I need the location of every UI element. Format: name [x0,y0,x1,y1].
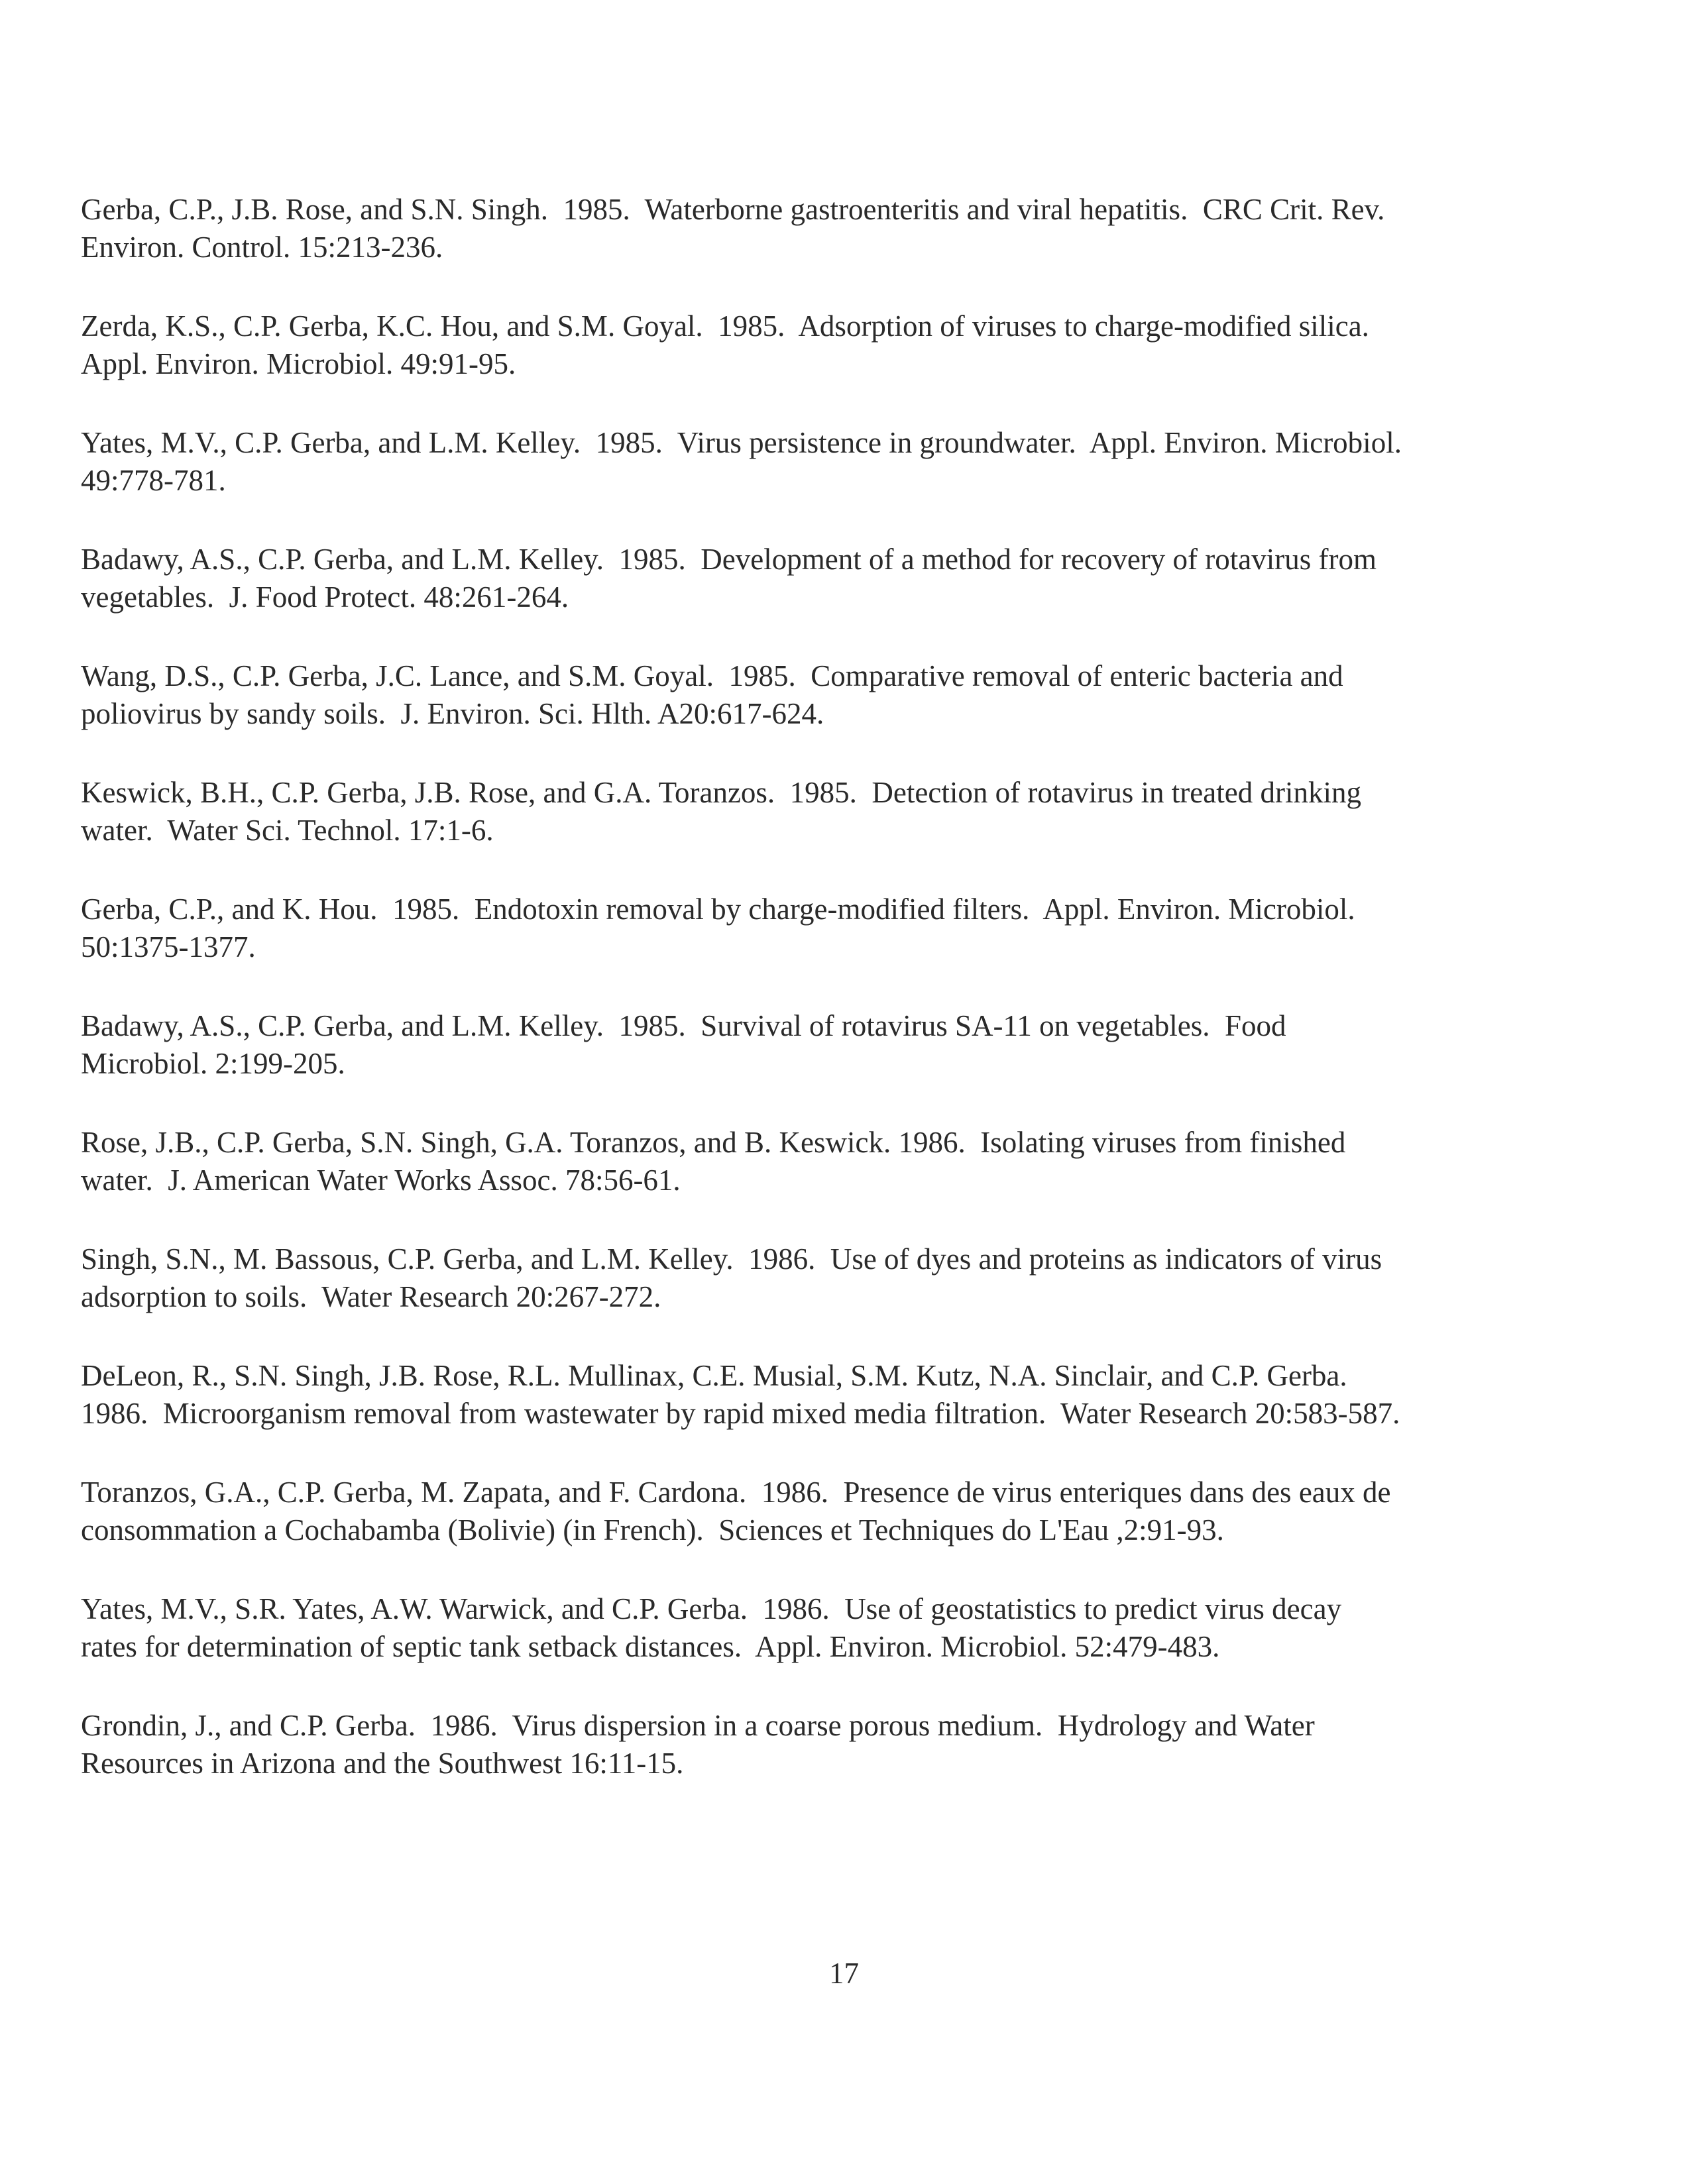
reference-line-2: rates for determination of septic tank setback distances. Appl. Environ. Microbiol. 52:479-483. [81,1630,1220,1663]
reference-line-2: adsorption to soils. Water Research 20:267-272. [81,1280,661,1313]
reference-line-1: Yates, M.V., S.R. Yates, A.W. Warwick, and C.P. Gerba. 1986. Use of geostatistics to predict virus decay [81,1592,1342,1625]
reference-line-1: Gerba, C.P., J.B. Rose, and S.N. Singh. 1985. Waterborne gastroenteritis and viral hepatitis. CRC Crit. Rev. [81,193,1385,226]
reference-entry [81,1124,1579,1199]
reference-entry [81,657,1579,733]
reference-line-2: consommation a Cochabamba (Bolivie) (in French). Sciences et Techniques do L'Eau ,2:91-93. [81,1513,1224,1547]
reference-line-2: water. J. American Water Works Assoc. 78:56-61. [81,1164,681,1197]
reference-line-1: Grondin, J., and C.P. Gerba. 1986. Virus dispersion in a coarse porous medium. Hydrology and Water [81,1709,1315,1742]
reference-line-2: Environ. Control. 15:213-236. [81,231,443,264]
reference-entry [81,424,1579,500]
reference-entry [81,191,1579,266]
reference-line-1: Keswick, B.H., C.P. Gerba, J.B. Rose, and G.A. Toranzos. 1985. Detection of rotavirus in treated drinking [81,776,1361,809]
reference-line-1: Toranzos, G.A., C.P. Gerba, M. Zapata, and F. Cardona. 1986. Presence de virus enteriques dans des eaux de [81,1476,1391,1509]
reference-entry [81,307,1579,383]
reference-line-1: Zerda, K.S., C.P. Gerba, K.C. Hou, and S.M. Goyal. 1985. Adsorption of viruses to charge-modified silica. [81,309,1369,343]
reference-entry [81,774,1579,849]
reference-entry [81,541,1579,616]
reference-line-2: water. Water Sci. Technol. 17:1-6. [81,814,494,847]
reference-line-1: Badawy, A.S., C.P. Gerba, and L.M. Kelley. 1985. Survival of rotavirus SA-11 on vegetables. Food [81,1009,1286,1042]
reference-line-2: 49:778-781. [81,464,226,497]
reference-entry [81,1007,1579,1083]
reference-line-2: vegetables. J. Food Protect. 48:261-264. [81,580,569,614]
reference-entry [81,891,1579,966]
reference-line-1: DeLeon, R., S.N. Singh, J.B. Rose, R.L. Mullinax, C.E. Musial, S.M. Kutz, N.A. Sinclair, and C.P. Gerba. [81,1359,1347,1392]
reference-line-1: Singh, S.N., M. Bassous, C.P. Gerba, and L.M. Kelley. 1986. Use of dyes and proteins as indicators of virus [81,1242,1382,1276]
reference-list [81,191,1579,1824]
reference-line-2: Appl. Environ. Microbiol. 49:91-95. [81,347,516,380]
reference-line-1: Wang, D.S., C.P. Gerba, J.C. Lance, and S.M. Goyal. 1985. Comparative removal of enteric bacteria and [81,659,1343,692]
reference-line-2: Microbiol. 2:199-205. [81,1047,345,1080]
reference-entry [81,1474,1579,1549]
reference-entry [81,1590,1579,1666]
reference-line-1: Badawy, A.S., C.P. Gerba, and L.M. Kelley. 1985. Development of a method for recovery of rotavirus from [81,543,1377,576]
reference-line-1: Gerba, C.P., and K. Hou. 1985. Endotoxin removal by charge-modified filters. Appl. Environ. Microbiol. [81,893,1355,926]
reference-entry [81,1240,1579,1316]
reference-line-2: 50:1375-1377. [81,930,256,963]
reference-line-1: Yates, M.V., C.P. Gerba, and L.M. Kelley. 1985. Virus persistence in groundwater. Appl. Environ. Microbiol. [81,426,1402,459]
reference-line-2: Resources in Arizona and the Southwest 16:11-15. [81,1747,684,1780]
reference-line-2: poliovirus by sandy soils. J. Environ. Sci. Hlth. A20:617-624. [81,697,824,730]
reference-entry [81,1707,1579,1782]
reference-line-1: Rose, J.B., C.P. Gerba, S.N. Singh, G.A. Toranzos, and B. Keswick. 1986. Isolating viruses from finished [81,1126,1346,1159]
reference-entry [81,1357,1579,1433]
reference-line-2: 1986. Microorganism removal from wastewater by rapid mixed media filtration. Water Research 20:583-587. [81,1397,1400,1430]
page-number: 17 [829,1957,859,1990]
